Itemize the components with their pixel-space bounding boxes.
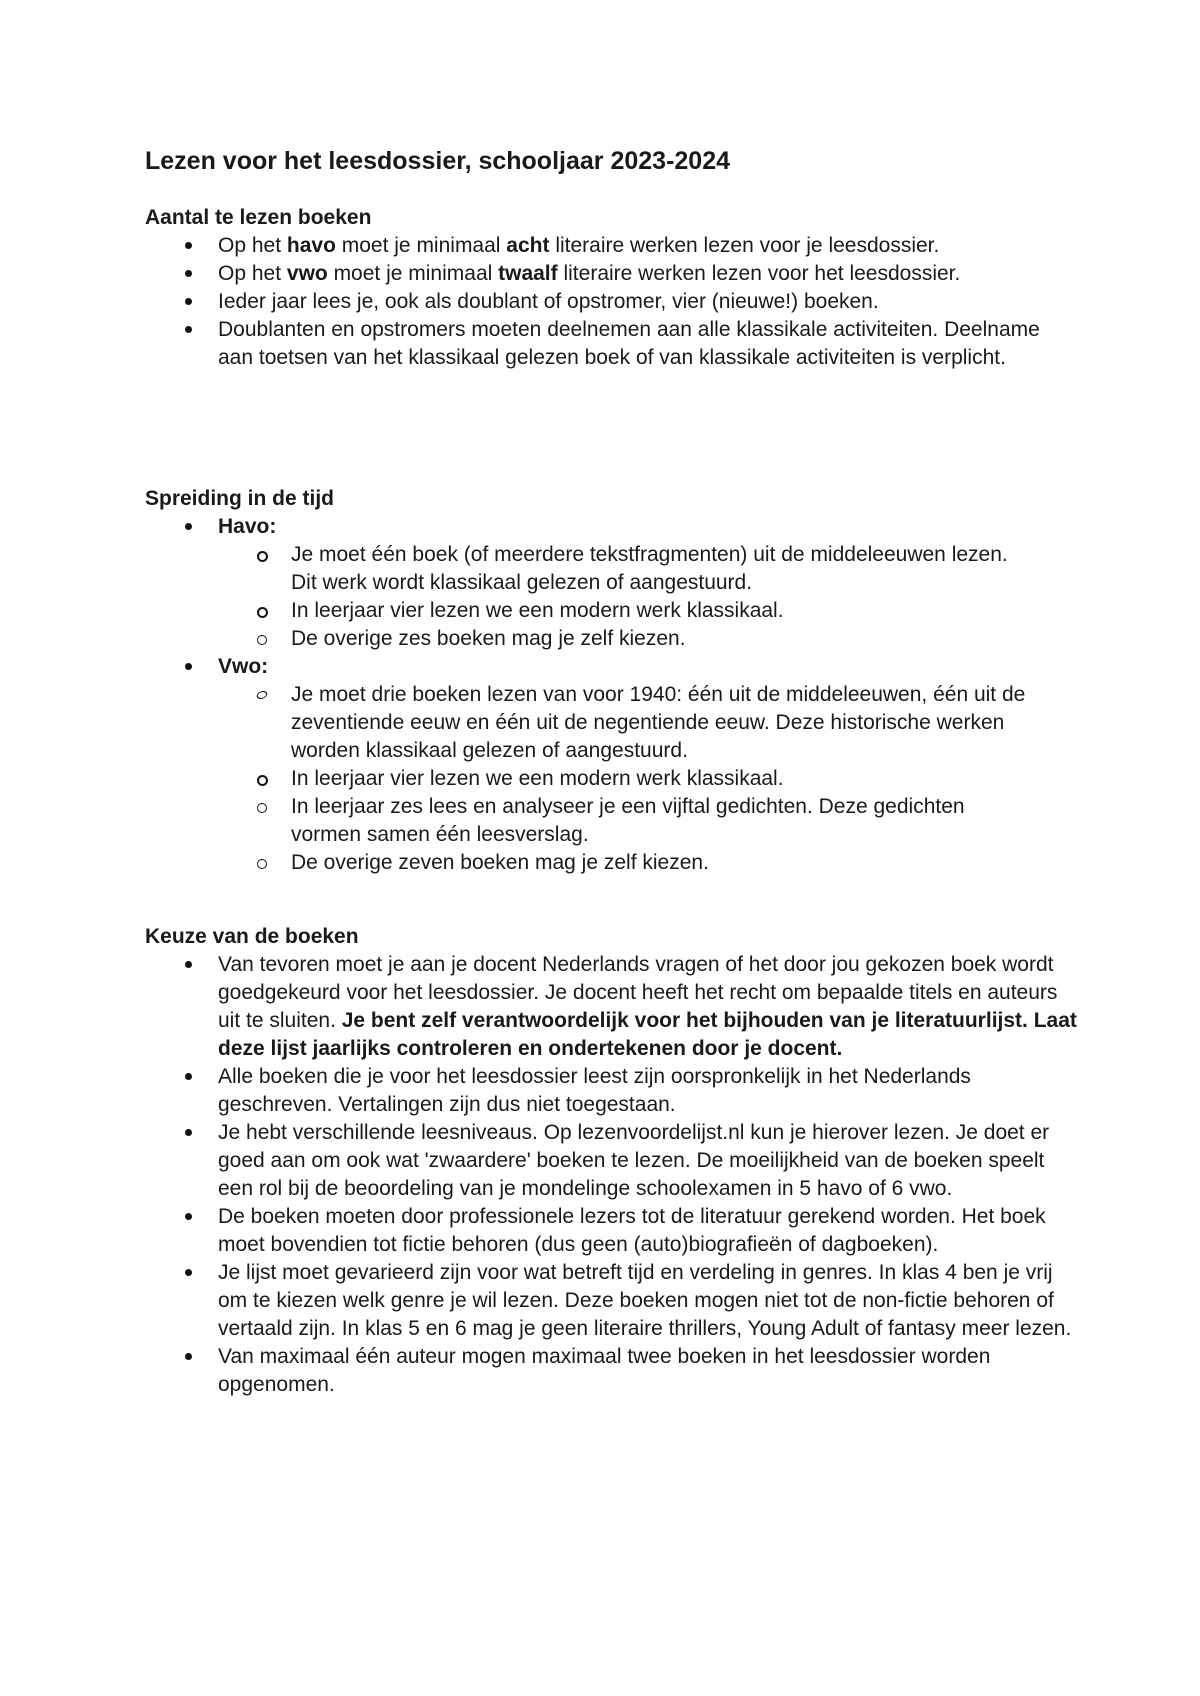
sub-list-item: In leerjaar zes lees en analyseer je een vijftal gedichten. Deze gedichten vormen samen één leesverslag. — [218, 793, 1085, 849]
bold-run: twaalf — [498, 262, 558, 285]
text-run: moet je minimaal — [327, 262, 499, 285]
list-item: Ieder jaar lees je, ook als doublant of opstromer, vier (nieuwe!) boeken. — [145, 288, 1085, 316]
list-item: Doublanten en opstromers moeten deelnemen aan alle klassikale activiteiten. Deelname aan toetsen van het klassikaal gelezen boek of van klassikale activiteiten is verplicht. — [145, 316, 1085, 372]
section-aantal — [145, 204, 1085, 372]
section-keuze — [145, 923, 1085, 1399]
section-spreiding — [145, 485, 1085, 877]
list-item-vwo — [145, 653, 1085, 877]
spreiding-list — [145, 513, 1085, 877]
havo-label: Havo: — [218, 515, 277, 538]
text-run: moet je minimaal — [335, 234, 507, 257]
sub-list-item: De overige zes boeken mag je zelf kiezen. — [218, 625, 1085, 653]
text-run: Op het — [218, 262, 287, 285]
list-item-havo — [145, 513, 1085, 653]
havo-sublist — [145, 541, 1085, 653]
list-item — [145, 232, 1085, 260]
section-heading-keuze: Keuze van de boeken — [145, 925, 359, 948]
text-run: Van tevoren moet je aan je docent Nederlands vragen of het door jou gekozen boek wordt goedgekeurd voor het leesdossier. Je docent heeft het recht om bepaalde titels en auteurs uit te sluiten. — [218, 953, 1058, 1032]
list-item: Van maximaal één auteur mogen maximaal twee boeken in het leesdossier worden opgenomen. — [145, 1343, 1085, 1399]
list-item — [145, 260, 1085, 288]
sub-list-item: In leerjaar vier lezen we een modern werk klassikaal. — [218, 597, 1085, 625]
section-heading-spreiding: Spreiding in de tijd — [145, 487, 334, 510]
sub-list-item: Je moet drie boeken lezen van voor 1940: één uit de middeleeuwen, één uit de zeventiende eeuw en één uit de negentiende eeuw. Deze historische werken worden klassikaal gelezen of aangestuurd. — [218, 681, 1085, 765]
section-heading-aantal: Aantal te lezen boeken — [145, 206, 372, 229]
vwo-sublist — [145, 681, 1085, 877]
aantal-list — [145, 232, 1085, 372]
page-title: Lezen voor het leesdossier, schooljaar 2023-2024 — [145, 147, 731, 175]
sub-list-item: Je moet één boek (of meerdere tekstfragmenten) uit de middeleeuwen lezen. Dit werk wordt klassikaal gelezen of aangestuurd. — [218, 541, 1085, 597]
text-run: literaire werken lezen voor je leesdossier. — [549, 234, 940, 257]
keuze-list — [145, 951, 1085, 1399]
sub-list-item: In leerjaar vier lezen we een modern werk klassikaal. — [218, 765, 1085, 793]
bold-run: Je bent zelf verantwoordelijk voor het bijhouden van je literatuurlijst. Laat deze lijst jaarlijks controleren en ondertekenen door je docent. — [218, 1009, 1077, 1060]
list-item: De boeken moeten door professionele lezers tot de literatuur gerekend worden. Het boek moet bovendien tot fictie behoren (dus geen (auto)biografieën of dagboeken). — [145, 1203, 1085, 1259]
bold-run: havo — [286, 234, 336, 257]
text-run: literaire werken lezen voor het leesdossier. — [557, 262, 961, 285]
text-run: Op het — [218, 234, 287, 257]
list-item — [145, 951, 1085, 1063]
bold-run: vwo — [286, 262, 328, 285]
list-item: Je lijst moet gevarieerd zijn voor wat betreft tijd en verdeling in genres. In klas 4 ben je vrij om te kiezen welk genre je wil lezen. Deze boeken mogen niet tot de non-fictie behoren of vertaald zijn. In klas 5 en 6 mag je geen literaire thrillers, Young Adult of fantasy meer lezen. — [145, 1259, 1085, 1343]
vwo-label: Vwo: — [218, 655, 269, 678]
bold-run: acht — [506, 234, 550, 257]
list-item: Je hebt verschillende leesniveaus. Op lezenvoordelijst.nl kun je hierover lezen. Je doet er goed aan om ook wat 'zwaardere' boeken te lezen. De moeilijkheid van de boeken speelt een rol bij de beoordeling van je mondelinge schoolexamen in 5 havo of 6 vwo. — [145, 1119, 1085, 1203]
sub-list-item: De overige zeven boeken mag je zelf kiezen. — [218, 849, 1085, 877]
list-item: Alle boeken die je voor het leesdossier leest zijn oorspronkelijk in het Nederlands geschreven. Vertalingen zijn dus niet toegestaan. — [145, 1063, 1085, 1119]
